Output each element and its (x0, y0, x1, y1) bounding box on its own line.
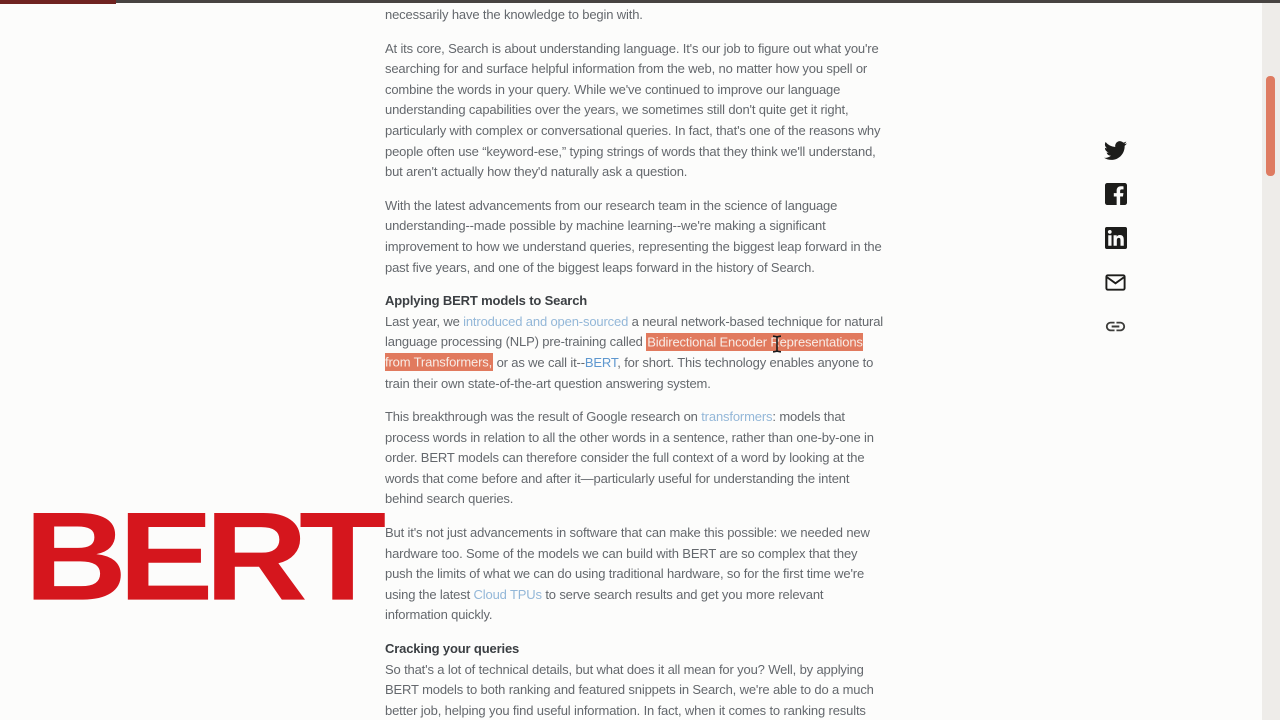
link-icon (1104, 315, 1127, 338)
twitter-icon (1104, 139, 1127, 162)
selected-text-highlight: Bidirectional Encoder Representations from Transformers, (385, 334, 863, 370)
article-paragraph (385, 523, 886, 626)
link-cloud-tpus[interactable]: Cloud TPUs (473, 586, 542, 602)
share-rail (1103, 138, 1128, 338)
linkedin-share-button[interactable] (1103, 226, 1128, 250)
section-heading (385, 639, 886, 660)
text-run: At its core, Search is about understanding language. It's our job to figure out what you're searching for and surface helpful information from the web, no matter how you spell or combine the words in your query. While we've continued to improve our language understanding capabilities over the years, we sometimes still don't quite get it right, particularly with complex or conversational queries. In fact, that's one of the reasons why people often use “keyword-ese,” typing strings of words that they think we'll understand, but aren't actually how they'd naturally ask a question. (385, 40, 881, 180)
article-body (385, 5, 886, 720)
copy-link-button[interactable] (1103, 314, 1128, 338)
article-paragraph (385, 196, 886, 278)
text-run: , for short. This technology enables anyone to train their own state-of-the-art question answering system. (385, 354, 874, 391)
link-introduced-and-open-sourced[interactable]: introduced and open-sourced (463, 313, 629, 329)
twitter-share-button[interactable] (1103, 138, 1128, 162)
article-paragraph (385, 5, 886, 26)
article-paragraph (385, 39, 886, 183)
text-run: With the latest advancements from our research team in the science of language understanding--made possible by machine learning--we're making a significant improvement to how we understand queries, representing the biggest leap forward in the past five years, and one of the biggest leaps forward in the history of Search. (385, 197, 882, 275)
top-edge-strip-left (0, 0, 116, 4)
link-transformers[interactable]: transformers (701, 409, 773, 425)
article-paragraph (385, 312, 886, 394)
text-run: necessarily have the knowledge to begin with. (385, 7, 643, 22)
text-run: Cracking your queries (385, 641, 520, 657)
scrollbar-thumb[interactable] (1266, 76, 1275, 176)
facebook-share-button[interactable] (1103, 182, 1128, 206)
section-heading (385, 291, 886, 312)
text-run: : models that process words in relation to all the other words in a sentence, rather than one-by-one in order. BERT models can therefore consider the full context of a word by looking at the words that come before and after it—particularly useful for understanding the intent behind search queries. (385, 409, 874, 507)
top-edge-strip (0, 0, 1280, 3)
text-run: a neural network-based technique for natural language processing (NLP) pre-training called (385, 313, 884, 350)
bert-logo: BERT (24, 486, 378, 627)
linkedin-icon (1105, 227, 1127, 249)
text-run: to serve search results and get you more relevant information quickly. (385, 586, 824, 623)
link-bert[interactable]: BERT (584, 354, 618, 370)
scrollbar-track[interactable] (1262, 0, 1280, 720)
text-run: This breakthrough was the result of Google research on (385, 409, 702, 425)
facebook-icon (1105, 183, 1127, 205)
article-paragraph (385, 660, 886, 720)
text-run: So that's a lot of technical details, but what does it all mean for you? Well, by applying BERT models to both ranking and featured snippets in Search, we're able to do a much better job, helping you find useful information. In fact, when it comes to ranking results (385, 661, 874, 718)
email-icon (1104, 271, 1127, 294)
text-run: Applying BERT models to Search (385, 293, 588, 309)
text-run: or as we call it-- (493, 354, 585, 370)
email-share-button[interactable] (1103, 270, 1128, 294)
article-paragraph (385, 407, 886, 510)
text-run: But it's not just advancements in software that can make this possible: we needed new hardware too. Some of the models we can build with BERT are so complex that they push the limits of what we can do using traditional hardware, so for the first time we're using the latest (385, 525, 870, 602)
text-run: Last year, we (385, 313, 464, 329)
